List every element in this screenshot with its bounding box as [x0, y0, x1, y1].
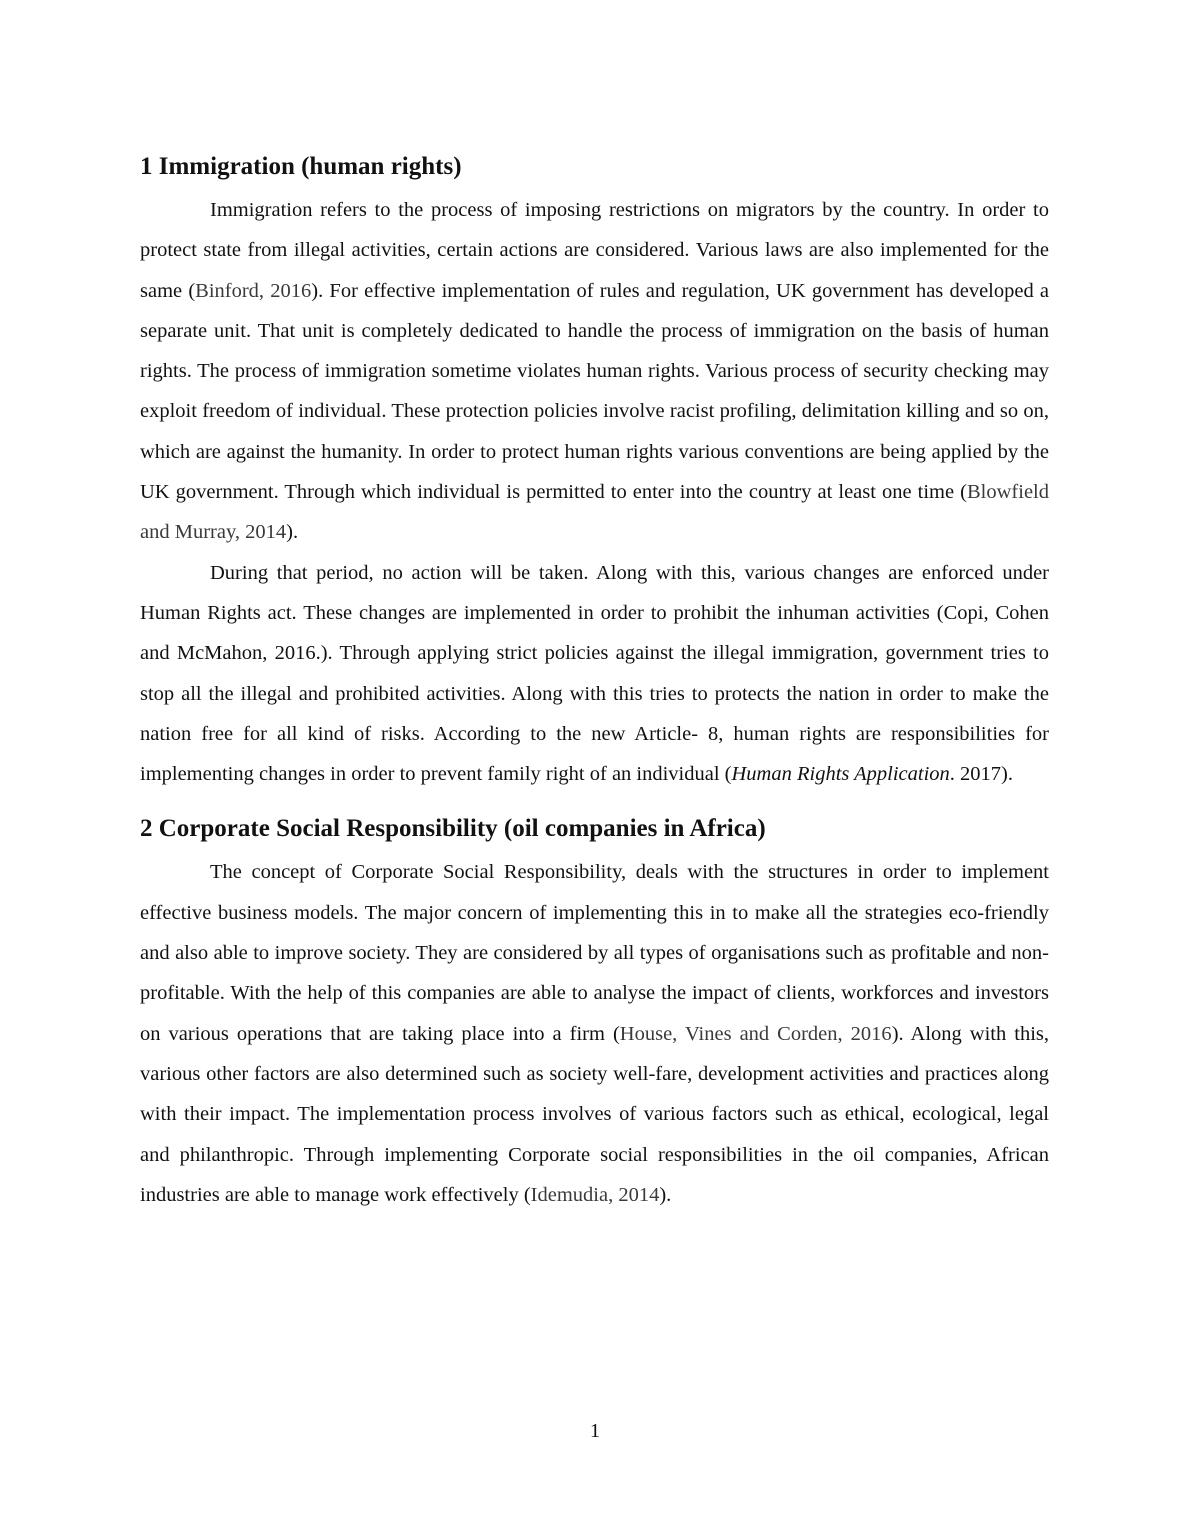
paragraph-immigration-1 — [140, 190, 1049, 553]
section-heading-csr: 2 Corporate Social Responsibility (oil companies in Africa) — [140, 815, 766, 843]
citation-idemudia: Idemudia, 2014 — [530, 1183, 660, 1206]
citation-house-vines-corden: House, Vines and Corden, 2016 — [619, 1022, 892, 1045]
paragraph-text: ). For effective implementation of rules and regulation, UK government has developed a separate unit. That unit is completely dedicated to handle the process of immigration on the basis of human rights. The process of immigration sometime violates human rights. Various process of security checking may exploit freedom of individual. These protection policies involve racist profiling, delimitation killing and so on, which are against the humanity. In order to protect human rights various conventions are being applied by the UK government. Through which individual is permitted to enter into the country at least one time ( — [140, 279, 1050, 504]
paragraph-csr-1 — [140, 852, 1049, 1215]
section-heading-immigration: 1 Immigration (human rights) — [140, 153, 462, 180]
paragraph-text: The concept of Corporate Social Responsibility, deals with the structures in order to implement effective business models. The major concern of implementing this in to make all the strategies eco-friendly and also able to improve society. They are considered by all types of organisations such as profitable and non-profitable. With the help of this companies are able to analyse the impact of clients, workforces and investors on various operations that are taking place into a firm ( — [140, 861, 1049, 1045]
citation-human-rights-application: Human Rights Application — [731, 763, 950, 786]
paragraph-text: ). — [286, 521, 299, 544]
paragraph-text: ). Along with this, various other factors are also determined such as society well-fare, development activities and practices along with their impact. The implementation process involves of various factors such as ethical, ecological, legal and philanthropic. Through implementing Corporate social responsibilities in the oil companies, African industries are able to manage work effectively ( — [140, 1022, 1050, 1206]
paragraph-text: . 2017). — [949, 763, 1013, 786]
document-page — [140, 150, 1049, 1215]
paragraph-immigration-2 — [140, 553, 1049, 795]
paragraph-text: Immigration refers to the process of imposing restrictions on migrators by the country. In order to protect state from illegal activities, certain actions are considered. Various laws are also implemented for the same ( — [140, 199, 1049, 302]
paragraph-text: ). — [659, 1183, 672, 1206]
page-number: 1 — [589, 1420, 601, 1442]
citation-binford: Binford, 2016 — [195, 279, 312, 302]
citation-blowfield-murray: Blowfield and Murray, 2014 — [140, 481, 1049, 544]
paragraph-text: During that period, no action will be taken. Along with this, various changes are enforced under Human Rights act. These changes are implemented in order to prohibit the inhuman activities (Copi, Cohen and McMahon, 2016.). Through applying strict policies against the illegal immigration, government tries to stop all the illegal and prohibited activities. Along with this tries to protects the nation in order to make the nation free for all kind of risks. According to the new Article- 8, human rights are responsibilities for implementing changes in order to prevent family right of an individual ( — [140, 561, 1049, 786]
